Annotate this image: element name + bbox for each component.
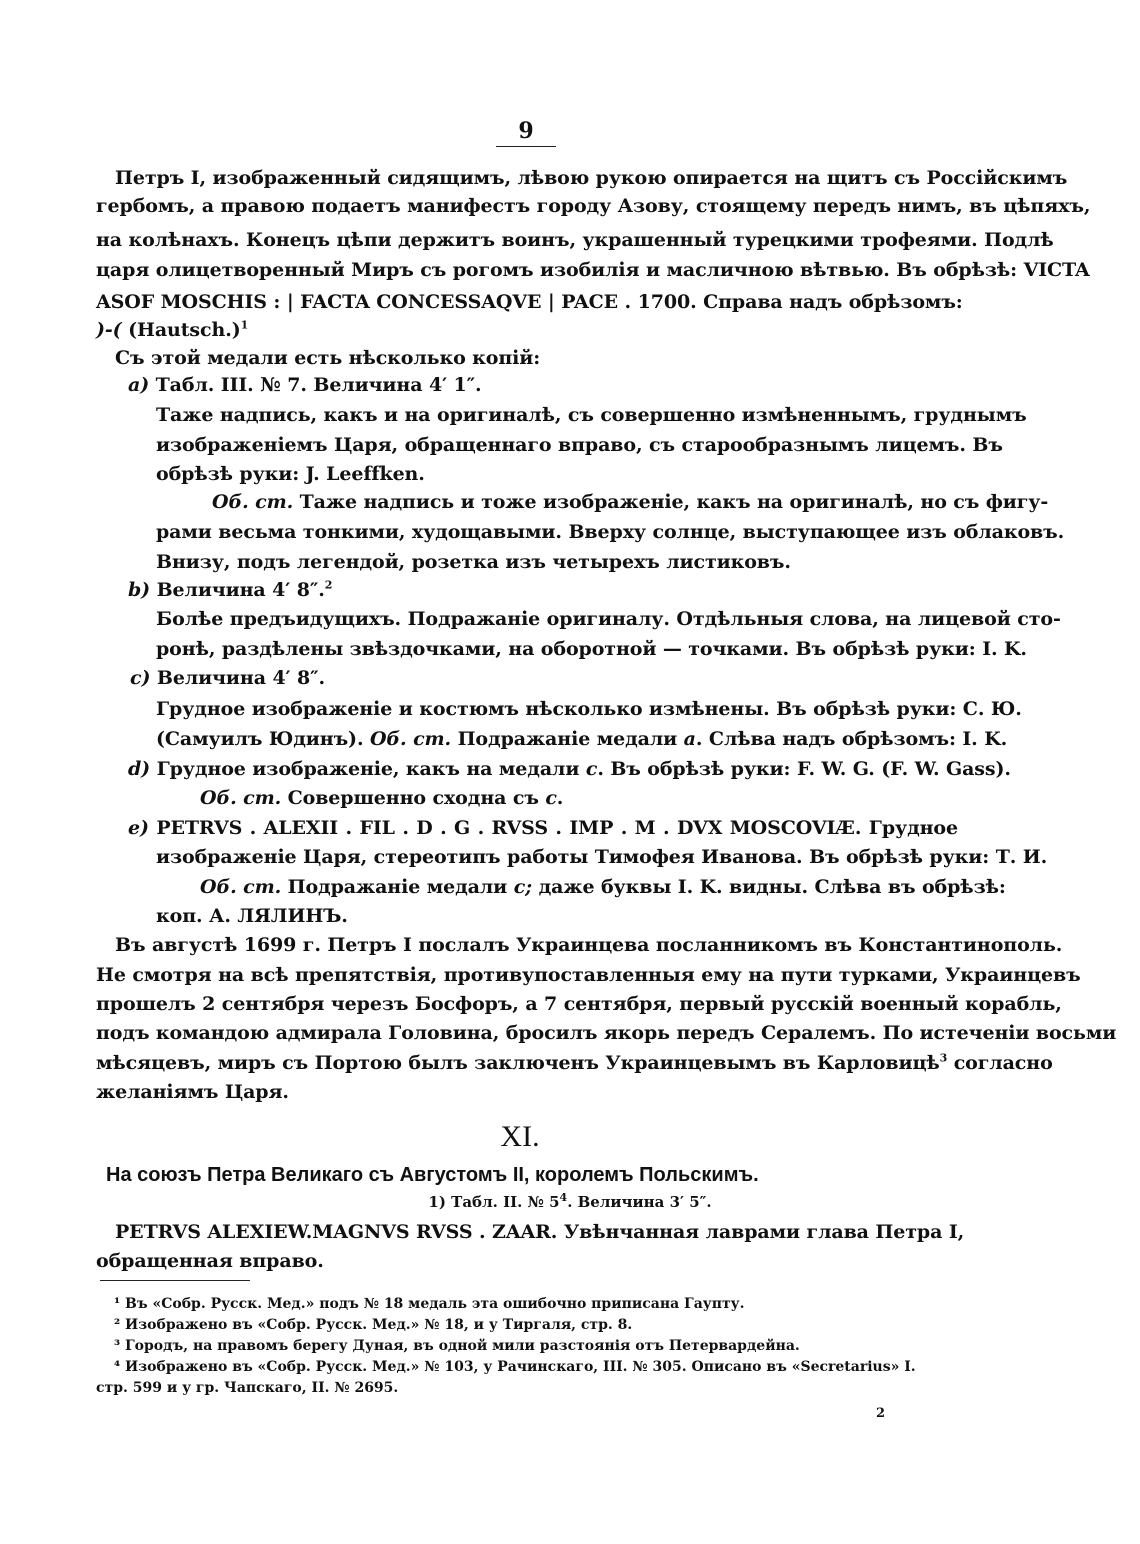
medal-ref: c	[585, 758, 598, 780]
text-span: . Въ обрѣзѣ руки: F. W. G. (F. W. Gass).	[597, 758, 1011, 780]
item-heading: Грудное изображеніе, какъ на медали	[150, 758, 586, 780]
reverse-label: Об. ст.	[200, 787, 282, 809]
footnote-divider	[100, 1280, 250, 1281]
text-span: согласно	[947, 1052, 1053, 1074]
reverse-label: Об. ст.	[200, 876, 282, 898]
paragraph-line: Петръ I, изображенный сидящимъ, лѣвою рукою опирается на щитъ съ Россійскимъ	[115, 167, 1068, 189]
section-number: XI.	[500, 1120, 540, 1153]
text-span: Въ «Собр. Русск. Мед.» подъ № 18 медаль эта ошибочно приписана Гаупту.	[120, 1296, 745, 1312]
medal-ref: c	[545, 787, 557, 809]
item-label: a)	[128, 374, 150, 396]
text-span: Подражаніе медали	[281, 876, 514, 898]
paragraph-line: Таже надпись, какъ и на оригиналѣ, съ совершенно измѣненнымъ, груднымъ	[156, 404, 1027, 426]
item-heading: PETRVS . ALEXII . FIL . D . G . RVSS . IMP . M . DVX MOSCOVIÆ. Грудное	[148, 817, 958, 839]
paragraph-line: Болѣе предъидущихъ. Подражаніе оригиналу. Отдѣльныя слова, на лицевой сто-	[156, 608, 1061, 630]
paragraph-line: Грудное изображеніе и костюмъ нѣсколько измѣнены. Въ обрѣзѣ руки: С. Ю.	[156, 698, 1022, 720]
signature-mark: 2	[876, 1406, 886, 1421]
paragraph-line: желаніямъ Царя.	[96, 1081, 289, 1103]
text-span: Совершенно сходна съ	[281, 787, 546, 809]
paragraph-line: изображеніемъ Царя, обращеннаго вправо, съ старообразнымъ лицемъ. Въ	[156, 434, 1003, 456]
text-span: Изображено въ «Собр. Русск. Мед.» № 103, у Рачинскаго, III. № 305. Описано въ «Secretarius» I.	[120, 1359, 916, 1375]
engraver-mark: )-(	[96, 319, 122, 341]
footnote-mark: ²	[114, 1317, 121, 1333]
paragraph-line	[200, 786, 563, 810]
footnote	[114, 1315, 632, 1335]
item-heading: Величина 4′ 8″.	[150, 579, 325, 601]
paragraph-line	[156, 727, 1008, 751]
text-span: Подражаніе медали	[451, 728, 684, 750]
text-span: Изображено въ «Собр. Русск. Мед.» № 18, и у Тиргаля, стр. 8.	[120, 1317, 633, 1333]
footnote	[114, 1336, 800, 1356]
text-span: даже буквы I. K. видны. Слѣва въ обрѣзѣ:	[532, 876, 1006, 898]
text-span: Городъ, на правомъ берегу Дуная, въ одной мили разстоянія отъ Петервардейна.	[120, 1338, 800, 1354]
paragraph-line: PETRVS ALEXIEW.MAGNVS RVSS . ZAAR. Увѣнчанная лаврами глава Петра I,	[115, 1221, 965, 1243]
paragraph-line: ронѣ, раздѣлены звѣздочками, на оборотной — точками. Въ обрѣзѣ руки: I. K.	[156, 638, 1027, 660]
paragraph-line: изображеніе Царя, стереотипъ работы Тимофея Иванова. Въ обрѣзѣ руки: Т. И.	[156, 846, 1048, 868]
paragraph-line: обращенная вправо.	[96, 1250, 324, 1272]
footnote-ref: 1	[240, 318, 249, 332]
text-span: .	[556, 787, 564, 809]
footnote	[114, 1357, 916, 1377]
paragraph-line: подъ командою адмирала Головина, бросилъ якорь передъ Сералемъ. По истеченіи восьми	[96, 1022, 1117, 1044]
footnote-ref: 2	[324, 578, 333, 592]
paragraph-line: рами весьма тонкими, худощавыми. Вверху солнце, выступающее изъ облаковъ.	[156, 521, 1065, 543]
item-heading: Величина 4′ 8″.	[150, 667, 326, 689]
paragraph-line: прошелъ 2 сентября черезъ Босфоръ, а 7 сентября, первый русскій военный корабль,	[96, 993, 1062, 1015]
text-span: . Величина 3′ 5″.	[567, 1193, 712, 1211]
text-span: 1) Табл. II. № 5	[428, 1193, 560, 1211]
paragraph-line: обрѣзѣ руки: J. Leeffken.	[156, 463, 425, 485]
item-label: b)	[128, 579, 151, 601]
footnote-ref: 4	[559, 1191, 568, 1204]
copy-d-heading	[128, 757, 1011, 781]
text-span: (Самуилъ Юдинъ).	[156, 728, 370, 750]
paragraph-line	[96, 318, 248, 342]
item-label: d)	[128, 758, 151, 780]
medal-ref: c;	[513, 876, 533, 898]
section-subtitle	[340, 1193, 800, 1211]
page-number: 9	[496, 118, 556, 147]
copy-b-heading	[128, 578, 332, 602]
reverse-label: Об. ст.	[369, 728, 452, 750]
copy-a-heading	[128, 373, 482, 397]
paragraph-line	[212, 490, 1049, 514]
item-heading: Табл. III. № 7. Величина 4′ 1″.	[149, 374, 482, 396]
text-span: мѣсяцевъ, миръ съ Портою былъ заключенъ Украинцевымъ въ Карловицѣ	[96, 1052, 940, 1074]
item-label: e)	[128, 817, 149, 839]
paragraph-line	[200, 875, 1006, 899]
text-span: . Слѣва надъ обрѣзомъ: I. K.	[695, 728, 1008, 750]
reverse-label: Об. ст.	[212, 491, 294, 513]
footnote	[114, 1294, 744, 1314]
paragraph-line: коп. А. ЛЯЛИНЪ.	[156, 905, 348, 927]
footnote-mark: ³	[114, 1338, 121, 1354]
footnote: стр. 599 и у гр. Чапскаго, II. № 2695.	[96, 1380, 399, 1396]
section-title: На союзъ Петра Великаго съ Августомъ II, королемъ Польскимъ.	[106, 1164, 759, 1186]
copy-e-heading	[128, 816, 958, 840]
paragraph-line: на колѣнахъ. Конецъ цѣпи держитъ воинъ, украшенный турецкими трофеями. Подлѣ	[96, 229, 1054, 251]
paragraph-line: Съ этой медали есть нѣсколько копій:	[115, 347, 541, 369]
engraver-name: (Hautsch.)	[121, 319, 241, 341]
paragraph-line: гербомъ, а правою подаетъ манифестъ городу Азову, стоящему передъ нимъ, въ цѣпяхъ,	[96, 195, 1091, 217]
paragraph-line	[96, 1051, 1053, 1075]
paragraph-line: Въ августѣ 1699 г. Петръ I послалъ Украинцева посланникомъ въ Константинополь.	[115, 934, 1063, 956]
paragraph-line: Не смотря на всѣ препятствія, противупоставленныя ему на пути турками, Украинцевъ	[96, 964, 1081, 986]
footnote-ref: 3	[939, 1051, 948, 1065]
copy-c-heading	[130, 666, 325, 690]
footnote-mark: ⁴	[114, 1359, 121, 1375]
paragraph-line: Внизу, подъ легендой, розетка изъ четырехъ листиковъ.	[156, 551, 791, 573]
paragraph-line: ASOF MOSCHIS : | FACTA CONCESSAQVE | PACE . 1700. Справа надъ обрѣзомъ:	[96, 291, 963, 313]
item-label: c)	[130, 667, 151, 689]
footnote-mark: ¹	[114, 1296, 121, 1312]
medal-ref: a	[683, 728, 696, 750]
paragraph-line: царя олицетворенный Миръ съ рогомъ изобилія и масличною вѣтвью. Въ обрѣзѣ: VICTA	[96, 259, 1090, 281]
text-span: Таже надпись и тоже изображеніе, какъ на оригиналѣ, но съ фигу-	[293, 491, 1049, 513]
